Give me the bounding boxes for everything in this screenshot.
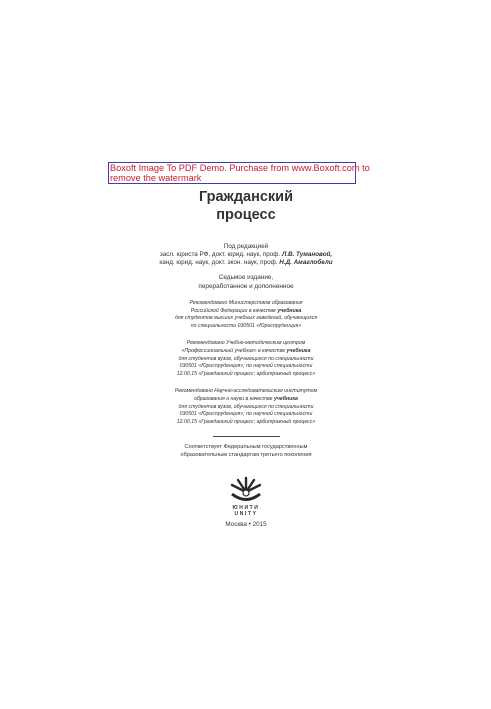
publisher-name-en: UNITY [234,511,258,517]
edition-line-1: Седьмое издание, [218,274,274,281]
editor-2-name: Н.Д. Амаглобели [279,259,333,266]
edition-block [140,274,352,291]
book-title [140,188,352,224]
rec-2-bold: учебника [286,347,311,354]
rec-1-line-2-text: Российской Федерации в качестве [190,307,278,314]
editor-1-credentials: засл. юриста РФ, докт. юрид. наук, проф. [159,251,282,258]
section-divider [213,436,280,437]
standard-line-2: образовательным стандартам третьего поколения [180,452,312,459]
watermark-line-1: Boxoft Image To PDF Demo. Purchase from www.Boxoft.com to [110,163,370,173]
publisher-name-ru: ЮНИТИ [232,505,260,511]
standard-compliance [140,443,352,459]
book-title-line-2: процесс [216,207,276,223]
recommendations-block [140,300,352,426]
rec-3-line-2-text: образования и науки в качестве [194,395,274,402]
rec-3-line-2 [140,396,352,404]
edition-line-2: переработанное и дополненное [198,282,294,290]
recommendation-2 [140,340,352,378]
rec-1-line-3: для студентов высших учебных заведений, обучающихся [174,315,318,322]
editors-block [140,243,352,267]
standard-line-1: Соответствует Федеральным государственным [184,444,308,451]
editor-2 [140,259,352,267]
rec-2-line-4: 030501 «Юриспруденция»; по научной специальности [179,363,313,370]
rec-1-bold: учебника [277,307,302,314]
under-editorship-label: Под редакцией [223,243,269,250]
rec-2-line-3: для студентов вузов, обучающихся по специальности [178,355,314,362]
watermark-banner [108,162,370,184]
rec-3-line-4: 030501 «Юриспруденция»; по научной специальности [179,411,313,418]
imprint: Москва • 2015 [225,521,267,528]
rec-3-line-5: 12.00.15 «Гражданский процесс; арбитражный процесс» [176,418,316,425]
rec-1-line-4: по специальности 030501 «Юриспруденция» [190,322,302,329]
watermark-line-2: remove the watermark [110,173,202,183]
recommendation-3 [140,388,352,426]
recommendation-1 [140,300,352,330]
rec-2-line-5: 12.00.15 «Гражданский процесс; арбитражный процесс» [176,370,316,377]
editor-1 [140,251,352,259]
rec-1-line-1: Рекомендовано Министерством образования [189,300,303,306]
rec-3-line-1: Рекомендовано Научно-исследовательским институтом [174,388,318,395]
rec-2-line-2 [140,348,352,356]
title-page [140,188,352,459]
rec-2-line-2-text: «Профессиональный учебник» в качестве [181,347,287,354]
editor-2-credentials: канд. юрид. наук, докт. экон. наук, проф. [159,259,280,266]
publisher-logo-text [222,505,270,517]
rec-3-line-3: для студентов вузов, обучающихся по специальности [178,403,314,410]
book-title-line-1: Гражданский [198,189,294,205]
rec-3-bold: учебника [273,395,298,402]
rec-2-line-1: Рекомендовано Учебно-методическим центром [186,340,306,347]
editor-1-name: Л.В. Тумановой, [281,251,333,258]
